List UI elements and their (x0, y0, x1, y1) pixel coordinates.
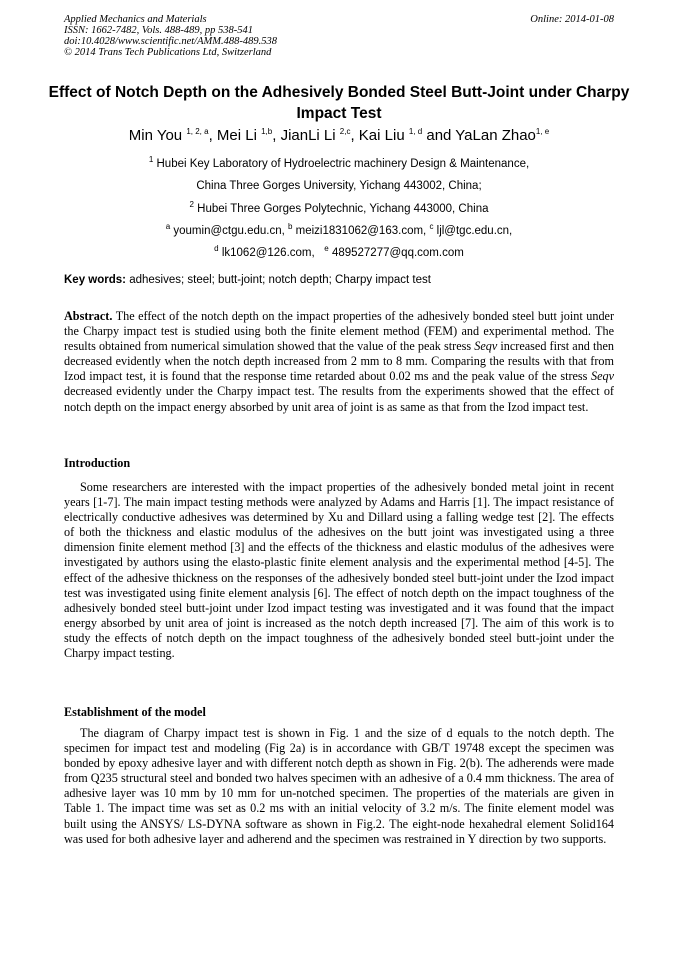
page-header (64, 14, 614, 58)
journal-name: Applied Mechanics and Materials (64, 14, 207, 25)
author-separator: , (272, 127, 281, 144)
model-text: The diagram of Charpy impact test is shown in Fig. 1 and the size of d equals to the notch depth. The specimen for impact test and modeling (Fig 2a) is in accordance with GB/T 19748 except the specimen was bonded by epoxy adhesive layer and with different notch depth as shown in Fig. 2(b). The adherends were made from Q235 structural steel and bonded two halves specimen with an adhesive of a 0.4 mm thickness. The area of adhesive layer was 10 mm by 10 mm for un-notched specimen. The properties of the materials are given in Table 1. The impact time was set as 0.2 ms with an initial velocity of 3.2 m/s. The finite element model was built using the ANSYS/ LS-DYNA software as shown in Fig.2. The eight-node hexahedral element Solid164 was used for both adhesive layer and adherend and the specimen was restrained in Y direction by two supports. (64, 726, 614, 846)
email-link[interactable]: ljl@tgc.edu.cn (436, 224, 510, 237)
author-separator: and (422, 127, 456, 144)
keywords-text: adhesives; steel; butt-joint; notch depth; Charpy impact test (129, 274, 431, 286)
introduction-text: Some researchers are interested with the impact properties of the adhesively bonded metal joint in recent years [1-7]. The main impact testing methods were analyzed by Adams and Harris [1]. The impact resistance of electrically conductive adhesives was determined by Xu and Dillard using a falling wedge test [2]. The effects of both the thickness and elastic modulus of the adhesives on the butt joint was investigated using a three dimension finite element method [3] and the effects of the thickness and elastic modulus of the adhesives were investigated by authors using the elasto-plastic finite element analysis and the experimental method [4-5]. The effect of the adhesive thickness on the responses of the adhesively bonded steel butt-joint under the Izod impact test was investigated using finite element analysis [6]. The effect of notch depth on the impact toughness of the adhesively bonded steel butt-joint under Izod impact testing was investigated and it was found that the impact energy absorbed by unit area of joint is increased as the notch depth increased [7]. The aim of this work is to study the effects of notch depth on the impact toughness of the adhesively bonded steel butt-joint under the Charpy impact testing. (64, 480, 614, 661)
author-name: JianLi Li (280, 127, 336, 144)
affiliation-1-line-2: China Three Gorges University, Yichang 443002, China; (196, 180, 482, 193)
author-list (30, 126, 648, 146)
keywords-label: Key words: (64, 274, 126, 286)
affiliation-2: $^2$ Hubei Three Gorges Polytechnic, Yichang 443000, China (189, 199, 489, 215)
issn-line: ISSN: 1662-7482, Vols. 488-489, pp 538-541 (64, 25, 253, 36)
affiliation-1-line-1: $^1$ Hubei Key Laboratory of Hydroelectric machinery Design & Maintenance, (148, 155, 530, 170)
author-sup: 1, e (535, 127, 550, 136)
author-sup: 2,c (339, 127, 351, 136)
model-heading: Establishment of the model (64, 705, 206, 719)
author-sup: 1,b (261, 127, 273, 136)
author-name: YaLan Zhao (455, 127, 536, 144)
author-sup: 1, 2, a (186, 127, 209, 136)
affiliations (40, 153, 638, 264)
introduction-heading: Introduction (64, 456, 131, 470)
abstract-label: Abstract. (64, 309, 113, 323)
email-link[interactable]: 489527277@qq.com.com (331, 247, 464, 260)
author-name: Mei Li (216, 127, 257, 144)
email-link[interactable]: youmin@ctgu.edu.cn (173, 224, 282, 237)
paper-title: Effect of Notch Depth on the Adhesively Bonded Steel Butt-Joint under Charpy Impact Test (48, 84, 630, 122)
author-name: Min You (128, 127, 183, 144)
keywords (64, 273, 614, 287)
email-link[interactable]: meizi1831062@163.com (295, 224, 424, 237)
author-sup: 1, d (408, 127, 423, 136)
doi-line: doi:10.4028/www.scientific.net/AMM.488-489.538 (64, 36, 277, 47)
author-name: Kai Liu (358, 127, 405, 144)
author-separator: , (350, 127, 359, 144)
copyright-line: © 2014 Trans Tech Publications Ltd, Switzerland (64, 47, 272, 58)
online-date: Online: 2014-01-08 (530, 14, 614, 25)
author-separator: , (208, 127, 217, 144)
emails-line-1: $^a$ youmin@ctgu.edu.cn, $^b$ meizi1831062@163.com, $^c$ ljl@tgc.edu.cn, (165, 222, 513, 237)
email-link[interactable]: lk1062@126.com (221, 247, 312, 260)
abstract: Abstract. The effect of the notch depth on the impact properties of the adhesively bonded steel butt joint under the Charpy impact test is studied using both the finite element method (FEM) and experimental method. The results obtained from numerical simulation showed that the value of the peak stress Seqv increased first and then decreased evidently when the notch depth increased from 2 mm to 8 mm. Comparing the results with that from Izod impact test, it is found that the response time retarded about 0.02 ms and the peak value of the stress Seqv decreased evidently under the Charpy impact test. The results from the experiments showed that the effect of notch depth on the impact energy absorbed by unit area of joint is as same as that from the Izod impact test. (64, 309, 615, 414)
emails-line-2: $^d$ lk1062@126.com, $^e$ 489527277@qq.com.com (214, 244, 464, 260)
